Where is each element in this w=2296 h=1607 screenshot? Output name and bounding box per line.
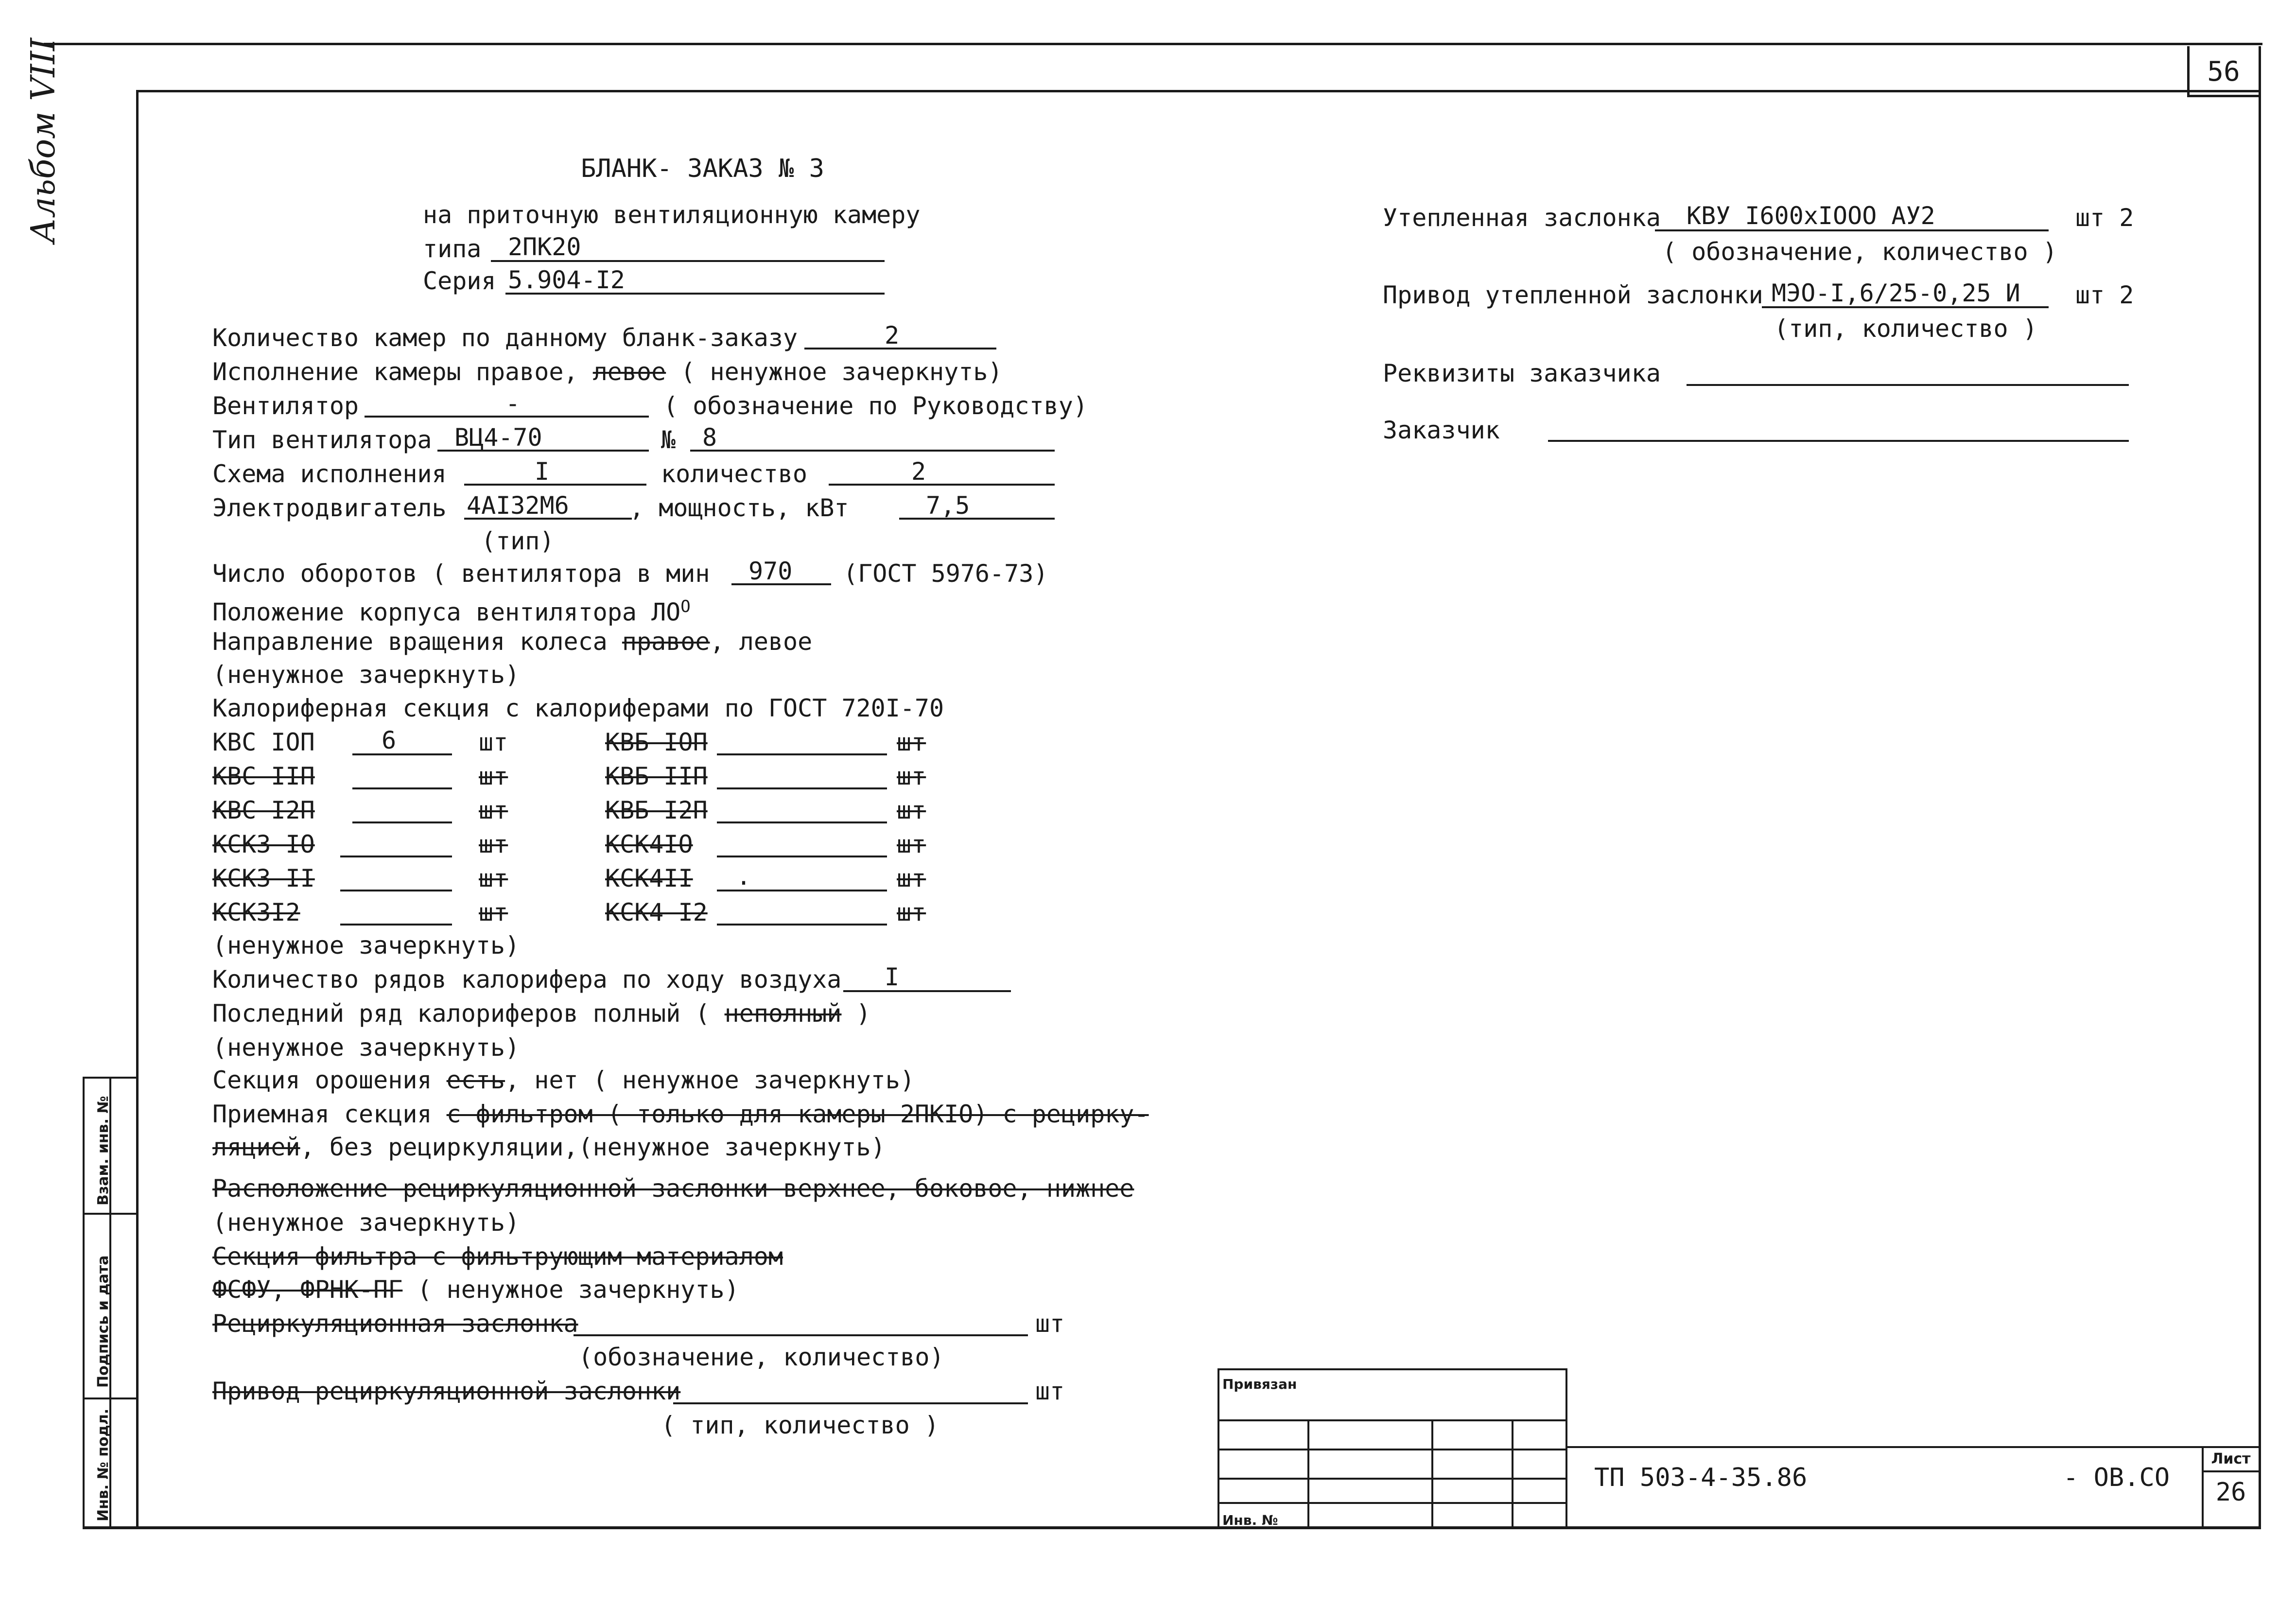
housing-sup: О xyxy=(680,597,691,616)
doc-section: - ОВ.СО xyxy=(2063,1463,2170,1492)
heater-right-value-4: . xyxy=(736,862,751,891)
last-row-line xyxy=(212,999,871,1028)
recirc-location: Расположение рециркуляционной заслонки верхнее, боковое, нижнее xyxy=(212,1174,1134,1203)
top-rule xyxy=(44,43,2262,45)
heater-right-underline-5 xyxy=(717,924,887,926)
bind-col-3 xyxy=(1512,1419,1513,1529)
rows-label: Количество рядов калорифера по ходу воздуха xyxy=(212,965,842,994)
strike-note-4: (ненужное зачеркнуть) xyxy=(212,1208,520,1237)
damper-underline xyxy=(1655,229,2049,231)
recirc-drive-unit: шт xyxy=(1035,1377,1065,1405)
damper-label: Утепленная заслонка xyxy=(1383,204,1661,232)
damper-unit: шт 2 xyxy=(2075,204,2134,232)
fan-type-label: Тип вентилятора xyxy=(212,426,432,454)
bind-row-1 xyxy=(1218,1419,1567,1421)
scheme-underline xyxy=(464,484,646,486)
heater-left-underline-4 xyxy=(340,890,452,891)
heater-left-name-4: КСК3 II xyxy=(212,864,315,892)
scheme-qty-underline xyxy=(829,484,1055,486)
filter-line-2 xyxy=(212,1275,739,1304)
customer-underline xyxy=(1548,440,2129,442)
drive-unit: шт 2 xyxy=(2075,281,2134,309)
strike-note-1: (ненужное зачеркнуть) xyxy=(212,661,520,689)
frame-bottom xyxy=(83,1526,2261,1529)
exec-suffix: ( ненужное зачеркнуть) xyxy=(680,358,1003,386)
motor-power-label: , мощность, кВт xyxy=(629,494,849,522)
last-row-struck: неполный xyxy=(724,999,842,1028)
motor-power-underline xyxy=(899,518,1055,520)
fan-type-value: ВЦ4-70 xyxy=(454,423,542,452)
frame-top xyxy=(136,90,2261,92)
recirc-drive-label: Привод рециркуляционной заслонки xyxy=(212,1377,681,1405)
heater-left-underline-5 xyxy=(340,924,452,926)
rpm-label: Число оборотов ( вентилятора в мин xyxy=(212,559,710,588)
heater-left-underline-1 xyxy=(352,787,452,789)
motor-value: 4АI32М6 xyxy=(467,491,569,520)
irrigation-suffix: , нет ( ненужное зачеркнуть) xyxy=(505,1066,915,1094)
rows-underline xyxy=(843,990,1011,992)
heater-left-unit-3: шт xyxy=(479,830,508,858)
motor-label: Электродвигатель xyxy=(212,494,447,522)
rows-value: I xyxy=(885,963,900,991)
irrigation-prefix: Секция орошения xyxy=(212,1066,432,1094)
motor-power-value: 7,5 xyxy=(926,491,970,520)
bind-block-title: Привязан xyxy=(1222,1376,1297,1392)
heater-title: Калориферная секция с калориферами по ГОСТ 720I-70 xyxy=(212,694,944,722)
rotation-line xyxy=(212,627,812,656)
motor-underline xyxy=(464,518,632,520)
side-stamp-cell2: Подпись и дата xyxy=(95,1255,112,1388)
recirc-damper-note: (обозначение, количество) xyxy=(578,1343,944,1371)
heater-right-underline-4 xyxy=(717,890,887,891)
heater-left-underline-2 xyxy=(352,821,452,823)
doc-code: ТП 503-4-35.86 xyxy=(1594,1463,1808,1492)
drive-label: Привод утепленной заслонки xyxy=(1383,281,1763,309)
heater-left-unit-5: шт xyxy=(479,898,508,926)
heater-right-underline-2 xyxy=(717,821,887,823)
qty-label: Количество камер по данному бланк-заказу xyxy=(212,324,798,352)
heater-right-unit-4: шт xyxy=(897,864,926,892)
requisites-underline xyxy=(1687,384,2129,386)
side-stamp-row1 xyxy=(83,1213,139,1215)
intake-struck: с фильтром ( только для камеры 2ПКIО) с рецирку- xyxy=(446,1100,1149,1128)
form-title: БЛАНК- ЗАКАЗ № 3 xyxy=(581,154,824,183)
fan-label: Вентилятор xyxy=(212,392,359,420)
heater-right-name-4: КСК4II xyxy=(605,864,693,892)
intake-line-1 xyxy=(212,1100,1149,1129)
series-label: Серия xyxy=(423,267,496,295)
intake-suffix: , без рециркуляции,(ненужное зачеркнуть) xyxy=(300,1133,886,1161)
motor-note: (тип) xyxy=(481,527,555,555)
title-block-top xyxy=(1567,1446,2260,1448)
execution-line xyxy=(212,357,1003,386)
drive-underline xyxy=(1762,306,2049,308)
rpm-underline xyxy=(731,583,831,585)
heater-left-name-2: КВС I2П xyxy=(212,796,315,824)
exec-struck: левое xyxy=(592,358,666,386)
sheet-value: 26 xyxy=(2215,1478,2246,1507)
fan-note: ( обозначение по Руководству) xyxy=(663,392,1088,420)
heater-left-unit-4: шт xyxy=(479,864,508,892)
heater-left-name-5: КСК3I2 xyxy=(212,898,300,926)
irrigation-struck: есть xyxy=(446,1066,505,1094)
heater-right-unit-1: шт xyxy=(897,762,926,790)
frame-right xyxy=(2259,46,2261,1529)
fan-underline xyxy=(365,416,649,418)
heater-left-unit-2: шт xyxy=(479,796,508,824)
recirc-damper-unit: шт xyxy=(1035,1310,1065,1338)
type-label: типа xyxy=(423,235,482,263)
heater-right-unit-2: шт xyxy=(897,796,926,824)
sheet-label: Лист xyxy=(2211,1450,2251,1467)
drive-note: (тип, количество ) xyxy=(1774,314,2037,343)
rotation-struck: правое xyxy=(622,628,710,656)
heater-right-underline-1 xyxy=(717,787,887,789)
side-stamp-row2 xyxy=(83,1397,139,1399)
scheme-label: Схема исполнения xyxy=(212,460,447,488)
rpm-value: 970 xyxy=(748,557,793,585)
heater-right-underline-3 xyxy=(717,856,887,857)
fan-no-value: 8 xyxy=(702,423,717,452)
heater-left-value-0: 6 xyxy=(382,726,397,754)
type-underline xyxy=(491,260,885,262)
heater-left-unit-1: шт xyxy=(479,762,508,790)
side-stamp-cell3: Инв. № подл. xyxy=(95,1408,112,1521)
rotation-prefix: Направление вращения колеса xyxy=(212,628,608,656)
qty-underline xyxy=(804,348,996,349)
last-row-prefix: Последний ряд калориферов полный ( xyxy=(212,999,710,1028)
bind-block-inv: Инв. № xyxy=(1222,1512,1278,1528)
heater-left-name-3: КСК3 IО xyxy=(212,830,315,858)
heater-left-name-0: КВС IОП xyxy=(212,728,315,756)
strike-note-3: (ненужное зачеркнуть) xyxy=(212,1033,520,1062)
recirc-damper-label: Рециркуляционная заслонка xyxy=(212,1310,578,1338)
bind-row-3 xyxy=(1218,1478,1567,1480)
bind-row-2 xyxy=(1218,1449,1567,1450)
recirc-drive-note: ( тип, количество ) xyxy=(661,1411,939,1439)
rotation-suffix: , левое xyxy=(710,628,813,656)
qty-value: 2 xyxy=(885,321,900,349)
intake-prefix: Приемная секция xyxy=(212,1100,432,1128)
irrigation-line xyxy=(212,1066,915,1095)
fan-value: - xyxy=(505,389,521,418)
drive-value: МЭО-I,6/25-0,25 И xyxy=(1772,279,2020,307)
album-label: Альбом VIII xyxy=(24,38,63,243)
sheet-box-divider xyxy=(2202,1470,2260,1472)
bind-row-4 xyxy=(1218,1502,1567,1504)
heater-right-name-1: КВБ IIП xyxy=(605,762,708,790)
side-stamp-cell1: Взам. инв. № xyxy=(95,1096,112,1205)
heater-right-underline-0 xyxy=(717,753,887,755)
strike-note-2: (ненужное зачеркнуть) xyxy=(212,931,520,960)
fan-no-underline xyxy=(690,450,1055,452)
heater-left-name-1: КВС IIП xyxy=(212,762,315,790)
fan-no-label: № xyxy=(661,426,676,454)
scheme-value: I xyxy=(535,457,550,486)
heater-right-name-5: КСК4 I2 xyxy=(605,898,708,926)
heater-left-unit-0: шт xyxy=(479,728,508,756)
fan-type-underline xyxy=(437,450,649,452)
heater-right-name-0: КВБ IОП xyxy=(605,728,708,756)
filter-line-1: Секция фильтра с фильтрующим материалом xyxy=(212,1242,783,1271)
form-subtitle: на приточную вентиляционную камеру xyxy=(423,201,921,229)
damper-note: ( обозначение, количество ) xyxy=(1662,238,2057,266)
intake-struck-2: ляцией xyxy=(212,1133,300,1161)
requisites-label: Реквизиты заказчика xyxy=(1383,359,1661,387)
series-value: 5.904-I2 xyxy=(508,266,625,294)
series-underline xyxy=(505,293,885,295)
heater-right-unit-5: шт xyxy=(897,898,926,926)
sheet-box-left xyxy=(2202,1446,2204,1529)
heater-right-name-2: КВБ I2П xyxy=(605,796,708,824)
scheme-qty-label: количество xyxy=(661,460,808,488)
filter-suffix: ( ненужное зачеркнуть) xyxy=(417,1275,739,1304)
intake-line-2 xyxy=(212,1133,886,1162)
bind-col-2 xyxy=(1431,1419,1433,1529)
housing-line xyxy=(212,592,691,627)
heater-right-unit-0: шт xyxy=(897,728,926,756)
heater-left-underline-0 xyxy=(352,753,452,755)
bind-col-1 xyxy=(1307,1419,1309,1529)
heater-left-underline-3 xyxy=(340,856,452,857)
rpm-gost: (ГОСТ 5976-73) xyxy=(843,559,1048,588)
heater-right-name-3: КСК4IО xyxy=(605,830,693,858)
filter-struck: ФСФУ, ФРНК-ПГ xyxy=(212,1275,403,1304)
page-number: 56 xyxy=(2207,56,2240,87)
type-value: 2ПК20 xyxy=(508,233,581,261)
recirc-damper-underline xyxy=(574,1334,1028,1336)
heater-right-unit-3: шт xyxy=(897,830,926,858)
exec-prefix: Исполнение камеры правое, xyxy=(212,358,578,386)
last-row-suffix: ) xyxy=(856,999,871,1028)
damper-value: КВУ I600хIООО АУ2 xyxy=(1687,202,1935,230)
customer-label: Заказчик xyxy=(1383,416,1500,444)
scheme-qty-value: 2 xyxy=(911,457,926,486)
housing-text: Положение корпуса вентилятора ЛО xyxy=(212,598,681,627)
recirc-drive-underline xyxy=(673,1402,1028,1404)
